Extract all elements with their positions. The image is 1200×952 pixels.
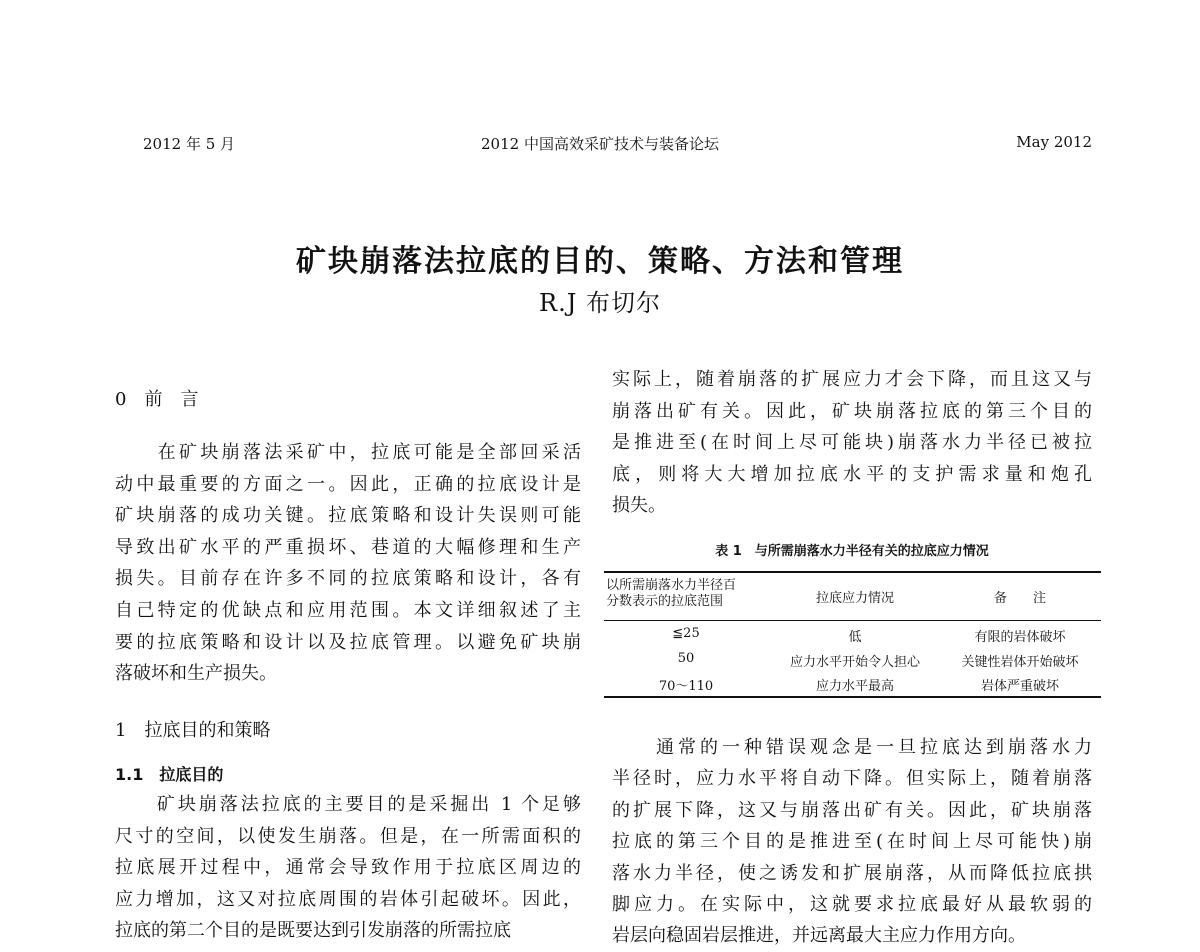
- table-header-range: [606, 578, 736, 610]
- section-heading-1-1: 1.1 拉底目的: [115, 765, 224, 784]
- text-line: 自己特定的优缺点和应用范围。本文详细叙述了主: [115, 600, 581, 621]
- table-bottom-rule: [604, 696, 1101, 698]
- text-line: 脚应力。在实际中，这就要求拉底最好从最软弱的: [612, 894, 1092, 915]
- table-header-stress: 拉底应力情况: [815, 591, 894, 606]
- header-conference: 2012 中国高效采矿技术与装备论坛: [481, 135, 719, 153]
- text-line: 崩落出矿有关。因此，矿块崩落拉底的第三个目的: [612, 400, 1092, 422]
- text-line: 半径时，应力水平将自动下降。但实际上，随着崩落: [612, 768, 1092, 790]
- text-line: 动中最重要的方面之一。因此，正确的拉底设计是: [115, 473, 581, 495]
- text-line: 实际上，随着崩落的扩展应力才会下降，而且这又与: [612, 369, 1092, 390]
- section-heading-1: 1 拉底目的和策略: [115, 720, 271, 741]
- text-line: 底，则将大大增加拉底水平的支护需求量和炮孔: [612, 463, 1092, 485]
- text-line: 落水力半径，使之诱发和扩展崩落，从而降低拉底拱: [612, 862, 1092, 884]
- table-cell: 有限的岩体破坏: [974, 630, 1066, 645]
- table-caption: 表 1 与所需崩落水力半径有关的拉底应力情况: [715, 544, 989, 559]
- table-cell: 低: [848, 630, 862, 645]
- text-line: 矿块崩落的成功关键。拉底策略和设计失误则可能: [115, 505, 581, 527]
- table-cell: 岩体严重破坏: [980, 679, 1059, 694]
- text-line: 拉底的第二个目的是既要达到引发崩落的所需拉底: [115, 920, 511, 941]
- section-heading-0: 0 前 言: [115, 389, 199, 410]
- table-header-notes: 备 注: [993, 591, 1046, 606]
- text-line: 要的拉底策略和设计以及拉底管理。以避免矿块崩: [115, 631, 581, 653]
- table-cell: 应力水平开始令人担心: [789, 654, 920, 670]
- table-cell: 关键性岩体开始破坏: [961, 654, 1079, 670]
- text-line: 应力增加，这又对拉底周围的岩体引起破坏。因此，: [115, 888, 581, 910]
- header-date-en: May 2012: [1016, 133, 1092, 151]
- text-line: 拉底展开过程中，通常会导致作用于拉底区周边的: [115, 857, 581, 878]
- text-line: 通常的一种错误观念是一旦拉底达到崩落水力: [612, 737, 1092, 758]
- table-cell: 70～110: [658, 679, 714, 694]
- table-cell: 50: [677, 650, 695, 666]
- table-cell: 应力水平最高: [815, 679, 894, 694]
- text-line: 损失。: [612, 495, 666, 516]
- table-cell: ≦25: [672, 626, 700, 641]
- text-line: 是推进至(在时间上尽可能块)崩落水力半径已被拉: [612, 432, 1092, 453]
- text-line: 落破坏和生产损失。: [115, 663, 277, 685]
- header-line: 以所需崩落水力半径百: [606, 578, 737, 593]
- text-line: 在矿块崩落法采矿中，拉底可能是全部回采活: [115, 442, 581, 463]
- text-line: 导致出矿水平的严重损坏、巷道的大幅修理和生产: [115, 536, 581, 558]
- table-mid-rule: [604, 620, 1101, 621]
- paper-author: R.J 布切尔: [539, 289, 661, 317]
- text-line: 尺寸的空间，以使发生崩落。但是，在一所需面积的: [115, 825, 581, 847]
- header-line: 分数表示的拉底范围: [606, 594, 724, 609]
- table-top-rule: [604, 571, 1101, 573]
- text-line: 矿块崩落法拉底的主要目的是采掘出 1 个足够: [115, 794, 581, 815]
- header-date: 2012 年 5 月: [143, 135, 236, 153]
- text-line: 损失。目前存在许多不同的拉底策略和设计，各有: [115, 568, 581, 590]
- text-line: 拉底的第三个目的是推进至(在时间上尽可能快)崩: [612, 831, 1092, 853]
- text-line: 的扩展下降，这又与崩落出矿有关。因此，矿块崩落: [612, 799, 1092, 821]
- paper-title: 矿块崩落法拉底的目的、策略、方法和管理: [296, 244, 904, 279]
- text-line: 岩层向稳固岩层推进，并远离最大主应力作用方向。: [612, 925, 1026, 947]
